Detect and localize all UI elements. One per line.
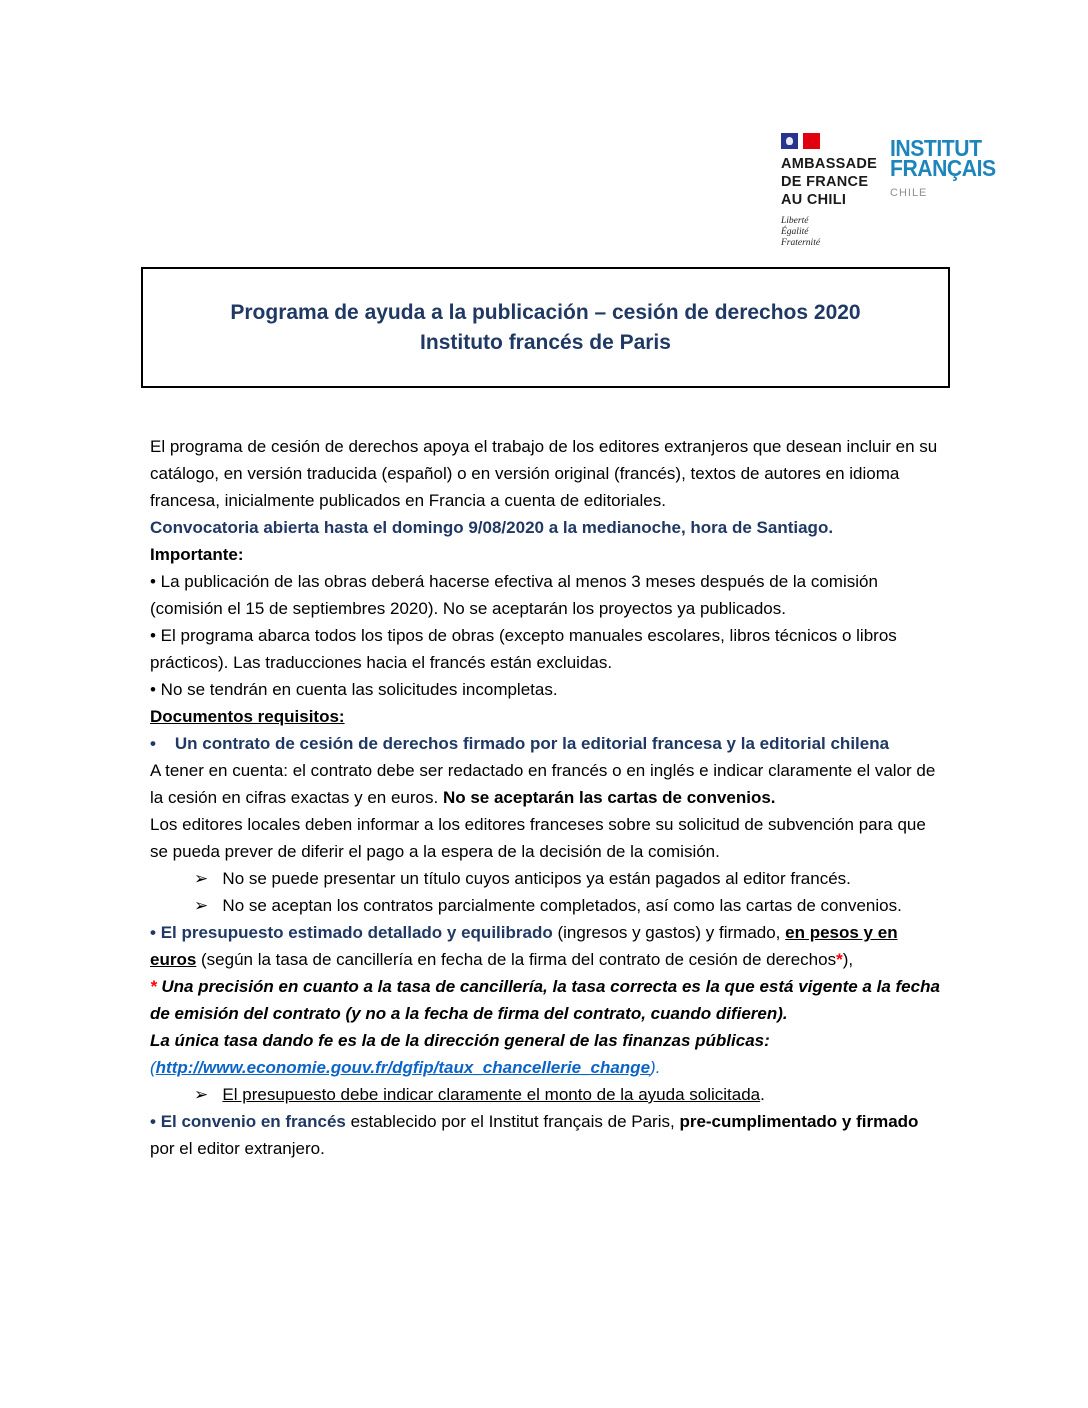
motto-fraternite: Fraternité xyxy=(781,238,821,248)
text-segment: Un contrato de cesión de derechos firmado por la editorial francesa y la editorial chilena xyxy=(174,734,890,753)
embassy-logo xyxy=(781,133,881,249)
text-segment: ➢ xyxy=(194,869,223,888)
text-segment: ( xyxy=(150,1058,156,1077)
embassy-name-line3: AU CHILI xyxy=(781,192,847,208)
agreement-bullet xyxy=(150,1108,942,1162)
arrow-item-2 xyxy=(150,892,942,919)
text-segment: El convenio en francés xyxy=(160,1112,346,1131)
institut-francais-logo xyxy=(890,135,1010,199)
text-segment: en pesos y en euros xyxy=(150,923,898,969)
text-segment: • xyxy=(150,923,161,942)
chancellery-rate-link[interactable]: http://www.economie.gouv.fr/dgfip/taux_chancellerie_change xyxy=(155,1058,651,1077)
page-title-line2: Instituto francés de Paris xyxy=(420,330,671,354)
institut-word-2: FRANÇAIS xyxy=(890,155,996,181)
text-segment: ➢ xyxy=(194,896,223,915)
arrow-item-1 xyxy=(150,865,942,892)
text-segment: establecido por el Institut français de Paris, xyxy=(345,1112,680,1131)
title-box xyxy=(141,267,950,388)
motto-egalite: Égalité xyxy=(781,227,809,237)
flag-red-block xyxy=(803,133,820,149)
text-segment: La única tasa dando fe es la de la dirección general de las finanzas públicas: xyxy=(150,1031,770,1050)
motto-liberte: Liberté xyxy=(781,216,809,226)
text-segment: (ingresos y gastos) y firmado, xyxy=(552,923,786,942)
text-segment: Los editores locales deben informar a los editores franceses sobre su solicitud de subvención para que se pueda prever de diferir el pago a la espera de la decisión de la comisión. xyxy=(150,815,926,861)
text-segment: • No se tendrán en cuenta las solicitudes incompletas. xyxy=(150,680,558,699)
text-segment: Importante: xyxy=(150,545,244,564)
text-segment: • xyxy=(150,734,156,753)
text-segment: • El programa abarca todos los tipos de obras (excepto manuales escolares, libros técnicos o libros prácticos). Las traducciones hacia el francés están excluidas. xyxy=(150,626,897,672)
deadline-notice xyxy=(150,514,942,541)
budget-bullet xyxy=(150,919,942,973)
important-bullet-1 xyxy=(150,568,942,622)
embassy-name-line2: DE FRANCE xyxy=(781,174,869,190)
text-segment xyxy=(156,734,175,753)
doc-bullet-contract xyxy=(150,730,942,757)
intro-paragraph xyxy=(150,433,942,514)
text-segment: No se puede presentar un título cuyos anticipos ya están pagados al editor francés. xyxy=(222,869,851,888)
french-flag-icon xyxy=(781,133,881,149)
institut-region-label: CHILE xyxy=(890,187,928,199)
text-segment: • La publicación de las obras deberá hacerse efectiva al menos 3 meses después de la comisión (comisión el 15 de septiembres 2020). No se aceptarán los proyectos ya publicados. xyxy=(150,572,878,618)
text-segment: . xyxy=(760,1085,765,1104)
text-segment: Documentos requisitos: xyxy=(150,707,345,726)
arrow-item-3 xyxy=(150,1081,942,1108)
text-segment: ). xyxy=(650,1058,661,1077)
text-segment: (según la tasa de cancillería en fecha de la firma del contrato de cesión de derechos xyxy=(196,950,837,969)
text-segment: El presupuesto debe indicar claramente el monto de la ayuda solicitada xyxy=(222,1085,761,1104)
text-segment: No se aceptarán las cartas de convenios. xyxy=(442,788,776,807)
text-segment: Convocatoria abierta hasta el domingo 9/08/2020 a la medianoche, hora de Santiago. xyxy=(150,518,834,537)
text-segment: pre-cumplimentado y firmado xyxy=(679,1112,919,1131)
institut-word-1: INSTITUT xyxy=(890,135,982,161)
text-segment: Una precisión en cuanto a la tasa de cancillería, la tasa correcta es la que está vigente a la fecha de emisión del contrato (y no a la fecha de firma del contrato, cuando difieren). xyxy=(150,977,940,1023)
documents-heading xyxy=(150,703,942,730)
local-publishers-note xyxy=(150,811,942,865)
page-title-line1: Programa de ayuda a la publicación – cesión de derechos 2020 xyxy=(230,300,861,324)
text-segment: El programa de cesión de derechos apoya el trabajo de los editores extranjeros que desean incluir en su catálogo, en versión traducida (español) o en versión original (francés), textos de autores en idioma francesa, inicialmente publicados en Francia a cuenta de editoriales. xyxy=(150,437,938,510)
text-segment: por el editor extranjero. xyxy=(150,1139,325,1158)
rate-link-line xyxy=(150,1054,942,1081)
text-segment: A tener en cuenta: el contrato debe ser redactado en francés o en inglés e indicar claramente el valor de la cesión en cifras exactas y en euros. xyxy=(150,761,936,807)
text-segment: ➢ xyxy=(194,1085,223,1104)
important-bullet-2 xyxy=(150,622,942,676)
text-segment: • xyxy=(150,1112,161,1131)
flag-blue-block xyxy=(781,133,798,149)
text-segment: ), xyxy=(842,950,854,969)
document-body xyxy=(150,433,942,1162)
text-segment: No se aceptan los contratos parcialmente completados, así como las cartas de convenios. xyxy=(222,896,902,915)
important-heading xyxy=(150,541,942,568)
text-segment: * xyxy=(150,977,162,996)
embassy-name-line1: AMBASSADE xyxy=(781,156,878,172)
rate-note xyxy=(150,973,942,1027)
rate-source-note xyxy=(150,1027,942,1054)
text-segment: El presupuesto estimado detallado y equilibrado xyxy=(160,923,553,942)
important-bullet-3 xyxy=(150,676,942,703)
contract-note xyxy=(150,757,942,811)
text-segment: * xyxy=(836,950,843,969)
